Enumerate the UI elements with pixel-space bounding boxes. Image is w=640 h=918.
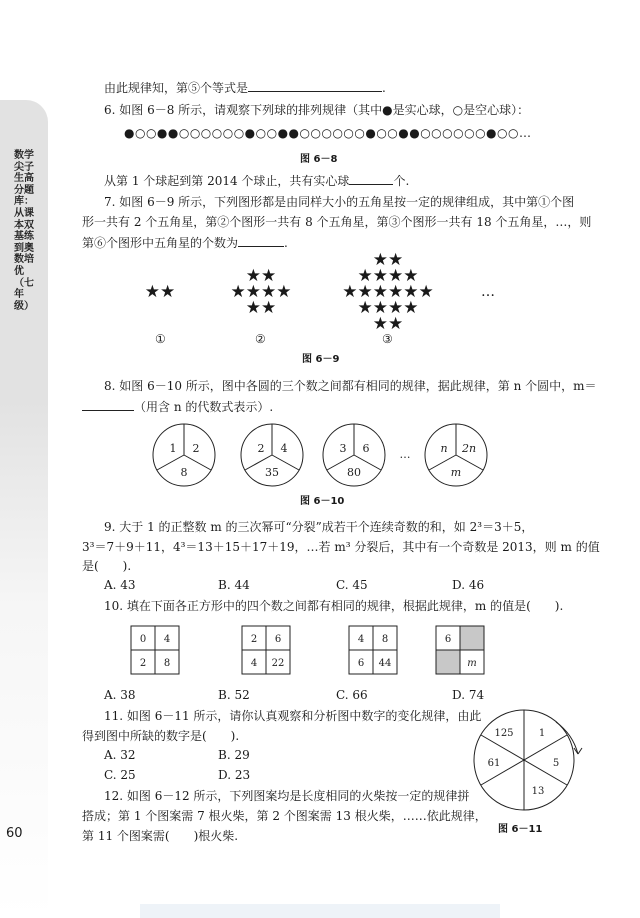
figure-caption-6-8: 图 6－8 [300, 154, 338, 165]
book-title-vertical: 数学尖子生高分题库：从课本双基练到奥数培优（七年级） [14, 150, 34, 312]
question-7-line3: 第⑥个图形中五角星的个数为 . [82, 236, 288, 250]
question-11-line1: 11. 如图 6－11 所示，请你认真观察和分析图中数字的变化规律，由此 [104, 709, 482, 723]
square-4-br: m [467, 658, 477, 669]
square-1-bl: 2 [139, 658, 147, 669]
wheel-sector: 1 [538, 728, 546, 739]
circle-1-a: 1 [169, 442, 177, 455]
square-2-br: 22 [271, 658, 285, 669]
q9-option-a[interactable]: A. 43 [104, 578, 136, 592]
circle-n-b: 2n [461, 442, 477, 455]
circle-3-a: 3 [339, 442, 347, 455]
question-6-part2: 从第 1 个球起到第 2014 个球止，共有实心球 个. [104, 174, 410, 188]
q9-option-d[interactable]: D. 46 [452, 578, 485, 592]
question-7-line2: 形一共有 2 个五角星，第②个图形一共有 8 个五角星，第③个图形一共有 18 个五角星，…，则 [82, 215, 592, 229]
question-8-line1: 8. 如图 6－10 所示，图中各圆的三个数之间都有相同的规律，据此规律，第 n 个圆中，m＝ [104, 379, 597, 393]
q11-option-b[interactable]: B. 29 [218, 748, 250, 762]
question-11-line2: 得到图中所缺的数字是( ). [82, 729, 240, 743]
q10-option-b[interactable]: B. 52 [218, 688, 250, 702]
star-figure-1: ★★ [144, 282, 176, 302]
square-2-bl: 4 [250, 658, 258, 669]
q10-option-d[interactable]: D. 74 [452, 688, 485, 702]
number-wheel [470, 702, 590, 817]
star-figure-3: ★★ ★★★★ ★★★★★★ ★★★★ ★★ [342, 250, 434, 334]
circle-2-a: 2 [257, 442, 265, 455]
square-3-bl: 6 [357, 658, 365, 669]
square-2-tr: 6 [274, 634, 282, 645]
answer-blank[interactable] [82, 398, 134, 411]
ball-sequence: ●○○●●○○○○○○●○○●●○○○○○○●○○●●○○○○○○●○○… [124, 126, 532, 140]
square-3-br: 44 [378, 658, 392, 669]
figure-label: ② [255, 332, 266, 346]
square-1-tr: 4 [163, 634, 171, 645]
circle-3-c: 80 [347, 466, 361, 479]
question-6: 6. 如图 6－8 所示，请观察下列球的排列规律（其中●是实心球，○是空心球）： [104, 103, 530, 117]
circle-1-c: 8 [180, 466, 188, 479]
answer-blank[interactable] [238, 234, 284, 247]
circle-2-c: 35 [265, 466, 279, 479]
bottom-bar [140, 904, 500, 918]
figure-caption-6-9: 图 6－9 [302, 354, 340, 365]
q9-option-c[interactable]: C. 45 [336, 578, 368, 592]
page-number: 60 [6, 826, 23, 841]
question-12-line1: 12. 如图 6－12 所示，下列图案均是长度相同的火柴按一定的规律拼 [104, 789, 470, 803]
square-2-tl: 2 [250, 634, 258, 645]
circle-3-b: 6 [362, 442, 370, 455]
question-9-line1: 9. 大于 1 的正整数 m 的三次幂可“分裂”成若干个连续奇数的和，如 2³＝3＋5， [104, 520, 534, 534]
q10-option-a[interactable]: A. 38 [104, 688, 136, 702]
answer-blank[interactable] [349, 172, 393, 185]
q11-option-d[interactable]: D. 23 [218, 768, 251, 782]
question-7-line1: 7. 如图 6－9 所示，下列图形都是由同样大小的五角星按一定的规律组成，其中第①个图 [104, 195, 575, 209]
q9-option-b[interactable]: B. 44 [218, 578, 250, 592]
q11-option-c[interactable]: C. 25 [104, 768, 136, 782]
squares-figure [125, 622, 525, 680]
wheel-sector: 5 [552, 758, 560, 769]
answer-blank[interactable] [248, 79, 382, 92]
square-1-tl: 0 [139, 634, 147, 645]
figure-caption-6-10: 图 6－10 [300, 496, 345, 507]
question-8-line2: （用含 n 的代数式表示）. [82, 398, 273, 415]
wheel-sector: 61 [487, 758, 501, 769]
circle-n-a: n [440, 442, 448, 455]
figure-caption-6-11: 图 6－11 [498, 824, 543, 835]
figure-label: ③ [382, 332, 393, 346]
square-4-tl: 6 [444, 634, 452, 645]
question-9-line3: 是( ). [82, 559, 132, 573]
star-figure-2: ★★ ★★★★ ★★ [230, 266, 292, 318]
square-3-tl: 4 [357, 634, 365, 645]
ellipsis: … [481, 284, 495, 300]
ellipsis: … [399, 448, 411, 461]
question-10: 10. 填在下面各正方形中的四个数之间都有相同的规律，根据此规律，m 的值是( ). [104, 599, 564, 613]
circle-2-b: 4 [280, 442, 288, 455]
q10-option-c[interactable]: C. 66 [336, 688, 368, 702]
circles-figure [140, 420, 520, 490]
wheel-sector: 13 [531, 786, 545, 797]
question-12-line2: 搭成；第 1 个图案需 7 根火柴，第 2 个图案需 13 根火柴，……依此规律， [82, 809, 487, 823]
square-1-br: 8 [163, 658, 171, 669]
question-12-line3: 第 11 个图案需( )根火柴. [82, 829, 239, 843]
question-9-line2: 3³＝7＋9＋11，4³＝13＋15＋17＋19，…若 m³ 分裂后，其中有一个奇数是 2013，则 m 的值 [82, 540, 600, 554]
q11-option-a[interactable]: A. 32 [104, 748, 136, 762]
square-3-tr: 8 [381, 634, 389, 645]
circle-n-c: m [450, 466, 462, 479]
wheel-sector: 125 [494, 728, 514, 739]
text-line: 由此规律知，第⑤个等式是 . [104, 81, 386, 95]
circle-1-b: 2 [192, 442, 200, 455]
figure-label: ① [155, 332, 166, 346]
